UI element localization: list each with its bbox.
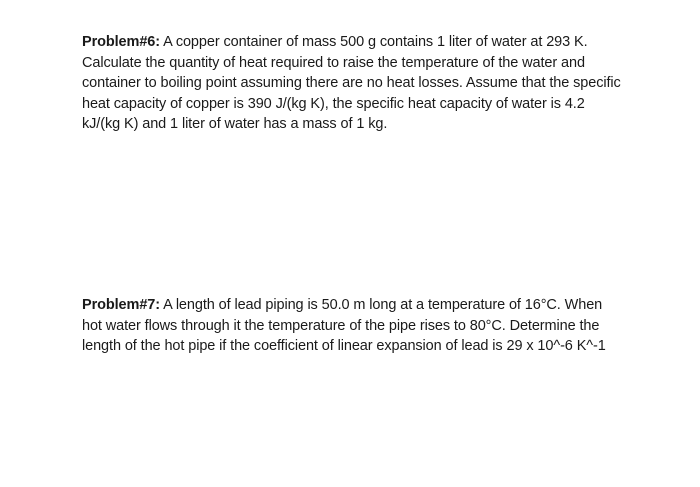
problem-6: [82, 32, 622, 135]
problem-7: [82, 295, 622, 357]
problem-6-text: A copper container of mass 500 g contains 1 liter of water at 293 K. Calculate the quantity of heat required to raise the temperature of the water and container to boiling point assuming there are no heat losses. Assume that the specific heat capacity of copper is 390 J/(kg K), the specific heat capacity of water is 4.2 kJ/(kg K) and 1 liter of water has a mass of 1 kg.: [82, 34, 621, 133]
problem-6-label: Problem#6:: [82, 34, 160, 50]
problem-7-text: A length of lead piping is 50.0 m long at a temperature of 16°C. When hot water flows through it the temperature of the pipe rises to 80°C. Determine the length of the hot pipe if the coefficient of linear expansion of lead is 29 x 10^-6 K^-1: [82, 297, 606, 355]
problem-7-label: Problem#7:: [82, 297, 160, 313]
